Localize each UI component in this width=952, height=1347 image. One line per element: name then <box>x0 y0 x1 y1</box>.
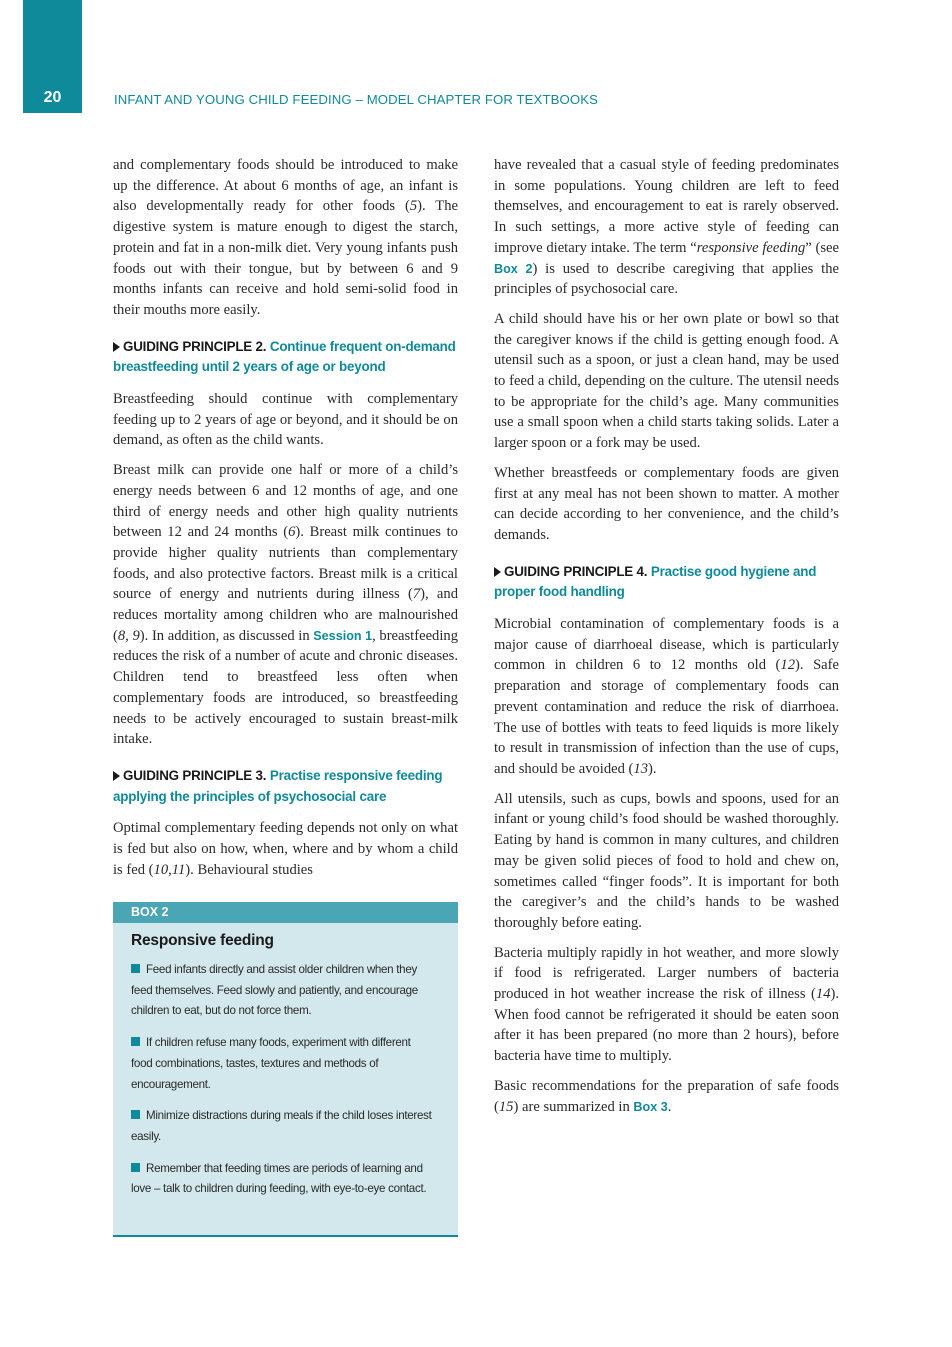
paragraph: Microbial contamination of complementary foods is a major cause of diarrhoeal disease, which is particularly common in children 6 to 12 months old (12). Safe preparation and storage of complementary foods can prevent contamination and reduce the risk of diarrhoea. The use of bottles with teats to feed liquids is more likely to result in transmission of infection than the use of cups, and should be avoided (13). <box>494 616 839 777</box>
paragraph: Breastfeeding should continue with complementary feeding up to 2 years of age or beyond, and it should be on demand, as often as the child wants. <box>113 391 458 449</box>
citation: 7 <box>412 586 421 603</box>
page-number: 20 <box>43 89 62 106</box>
list-item: Remember that feeding times are periods of learning and love – talk to children during feeding, with eye-to-eye contact. <box>131 1161 427 1196</box>
citation: 5 <box>409 198 418 215</box>
running-title: INFANT AND YOUNG CHILD FEEDING – MODEL CHAPTER FOR TEXTBOOKS <box>114 92 599 107</box>
triangle-marker-icon <box>113 771 120 781</box>
citation: 12 <box>780 657 795 674</box>
box-title: Responsive feeding <box>131 932 274 949</box>
paragraph: and complementary foods should be introduced to make up the difference. At about 6 months of age, an infant is also developmentally ready for other foods (5). The digestive system is mature enough to digest the starch, protein and fat in a non-milk diet. Very young infants push foods out with their tongue, but by between 6 and 9 months infants can receive and hold semi-solid food in their mouths more easily. <box>113 157 458 318</box>
list-item: If children refuse many foods, experiment with different food combinations, tastes, textures and methods of encouragement. <box>131 1036 411 1091</box>
session-1-link[interactable]: Session 1 <box>313 628 373 643</box>
paragraph: All utensils, such as cups, bowls and spoons, used for an infant or young child’s food should be washed thoroughly. Eating by hand is common in many cultures, and children may be given solid pieces of food to hold and chew on, sometimes called “finger foods”. It is important for both the caregiver’s and the child’s hands to be washed thoroughly before eating. <box>494 790 839 931</box>
citation: 15 <box>498 1098 514 1115</box>
right-column <box>494 155 839 1126</box>
paragraph: Optimal complementary feeding depends not only on what is fed but also on how, when, where and by whom a child is fed (10,11). Behavioural studies <box>113 820 458 878</box>
square-bullet-icon <box>131 1037 140 1046</box>
triangle-marker-icon <box>113 342 120 352</box>
paragraph: A child should have his or her own plate or bowl so that the caregiver knows if the child is getting enough food. A utensil such as a spoon, or just a clean hand, may be used to feed a child, depending on the culture. The utensil needs to be appropriate for the child’s age. Many communities use a small spoon when a child starts taking solids. Later a larger spoon or a fork may be used. <box>494 310 839 452</box>
guiding-principle-3-heading: GUIDING PRINCIPLE 3. Practise responsive feeding applying the principles of psychosocial care <box>113 767 443 804</box>
emphasis: responsive feeding <box>696 239 806 256</box>
citation: 8, 9 <box>117 627 140 644</box>
citation: 14 <box>815 986 831 1003</box>
box-3-link[interactable]: Box 3 <box>633 1099 668 1114</box>
square-bullet-icon <box>131 1110 140 1119</box>
left-column <box>113 155 458 890</box>
square-bullet-icon <box>131 1163 140 1172</box>
paragraph: Whether breastfeeds or complementary foods are given first at any meal has not been shown to matter. A mother can decide according to her convenience, and the child’s demands. <box>494 464 839 543</box>
citation: 6 <box>288 524 296 541</box>
square-bullet-icon <box>131 964 140 973</box>
list-item: Minimize distractions during meals if the child loses interest easily. <box>131 1109 432 1143</box>
paragraph: Breast milk can provide one half or more of a child’s energy needs between 6 and 12 months of age, and one third of energy needs and other high quality nutrients between 12 and 24 months (6). Breast milk continues to provide higher quality nutrients than complementary foods, and also protective factors. Breast milk is a critical source of energy and nutrients during illness (7), and reduces mortality among children who are malnourished (8, 9). In addition, as discussed in Session 1, breastfeeding reduces the risk of a number of acute and chronic diseases. Children tend to breastfeed less often when complementary foods are introduced, so breastfeeding needs to be actively encouraged to sustain breast-milk intake. <box>113 462 458 748</box>
box-label: BOX 2 <box>113 902 458 923</box>
box-2-link[interactable]: Box 2 <box>494 261 533 276</box>
triangle-marker-icon <box>494 567 501 577</box>
citation: 13 <box>633 760 649 777</box>
paragraph: have revealed that a casual style of feeding predominates in some populations. Young children are left to feed themselves, and encouragement to eat is rarely observed. In such settings, a more active style of feeding can improve dietary intake. The term “responsive feeding” (see Box 2) is used to describe caregiving that applies the principles of psychosocial care. <box>494 157 839 298</box>
citation: 10,11 <box>153 861 186 878</box>
guiding-principle-4-heading: GUIDING PRINCIPLE 4. Practise good hygiene and proper food handling <box>494 563 817 600</box>
paragraph: Bacteria multiply rapidly in hot weather, and more slowly if food is refrigerated. Larger numbers of bacteria produced in hot weather increase the risk of illness (14). When food cannot be refrigerated it should be eaten soon after it has been prepared (no more than 2 hours), before bacteria have time to multiply. <box>494 944 839 1065</box>
paragraph: Basic recommendations for the preparation of safe foods (15) are summarized in Box 3. <box>494 1077 839 1115</box>
box-2-responsive-feeding <box>113 902 458 1237</box>
guiding-principle-2-heading: GUIDING PRINCIPLE 2. Continue frequent on-demand breastfeeding until 2 years of age or beyond <box>113 338 456 375</box>
list-item: Feed infants directly and assist older children when they feed themselves. Feed slowly and patiently, and encourage children to eat, but do not force them. <box>131 963 418 1018</box>
